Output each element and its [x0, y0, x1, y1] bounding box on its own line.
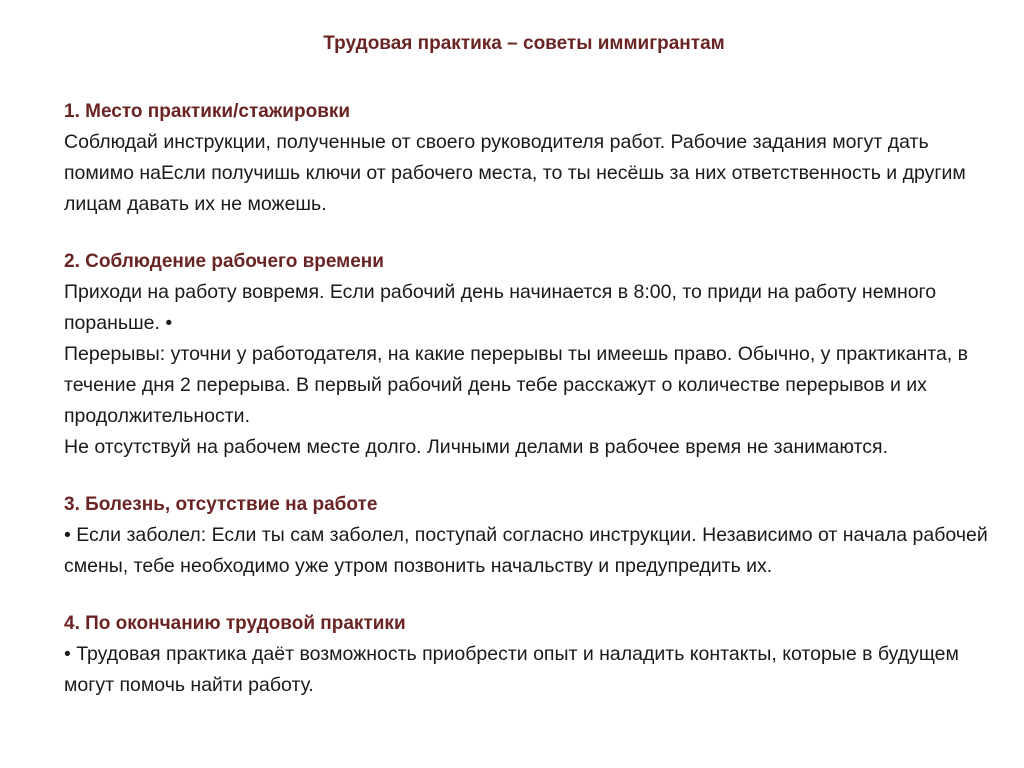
section-working-hours	[64, 247, 984, 463]
section-paragraph: • Если заболел: Если ты сам заболел, поступай согласно инструкции. Независимо от начала рабочей смены, тебе необходимо уже утром позвонить начальству и предупредить их.	[64, 524, 988, 577]
section-end-of-practice	[64, 609, 984, 701]
section-heading: 3. Болезнь, отсутствие на работе	[64, 494, 378, 515]
section-paragraph: Перерывы: уточни у работодателя, на какие перерывы ты имеешь право. Обычно, у практиканта, в течение дня 2 перерыва. В первый рабочий день тебе расскажут о количестве перерывов и их продолжительности.	[64, 343, 968, 427]
section-heading: 1. Место практики/стажировки	[64, 101, 351, 122]
section-illness	[64, 490, 988, 582]
page-title: Трудовая практика – советы иммигрантам	[323, 33, 725, 54]
section-heading: 2. Соблюдение рабочего времени	[64, 251, 384, 272]
section-heading: 4. По окончанию трудовой практики	[64, 613, 406, 634]
section-paragraph: Соблюдай инструкции, полученные от своего руководителя работ. Рабочие задания могут дать помимо наЕсли получишь ключи от рабочего места, то ты несёшь за них ответственность и другим лицам давать их не можешь.	[64, 131, 966, 215]
section-workplace	[64, 97, 984, 220]
section-paragraph: Приходи на работу вовремя. Если рабочий день начинается в 8:00, то приди на работу немного пораньше. •	[64, 281, 937, 334]
section-paragraph: • Трудовая практика даёт возможность приобрести опыт и наладить контакты, которые в будущем могут помочь найти работу.	[64, 643, 959, 696]
section-paragraph: Не отсутствуй на рабочем месте долго. Личными делами в рабочее время не занимаются.	[64, 436, 888, 458]
